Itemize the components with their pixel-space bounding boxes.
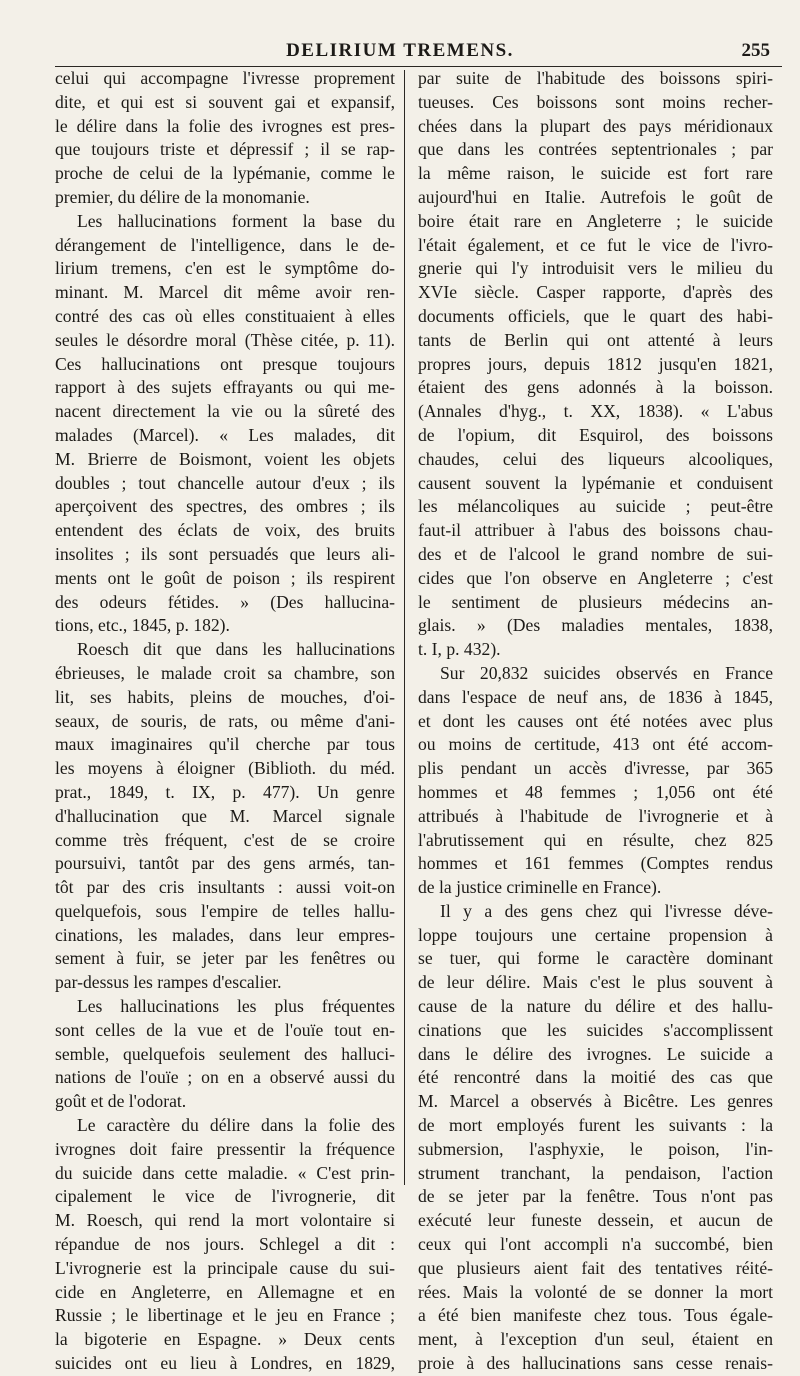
text-line: Il y a des gens chez qui l'ivresse déve- [440,900,773,921]
text-line: de mort employés furent les suivants : la [418,1115,773,1136]
text-line: contré des cas où elles constituaient à elles [55,305,395,326]
text-line: nations de l'ouïe ; on en a observé aussi du [55,1067,395,1088]
text-line: quelquefois, sous l'empire de telles hallu- [55,900,395,921]
text-line: rapport à des sujets effrayants ou qui me- [55,377,395,398]
text-line: proie à des hallucinations sans cesse renais- [418,1353,773,1374]
text-line: le sentiment de plusieurs médecins an- [418,591,773,612]
text-line: cinations, les malades, dans leur empres- [55,924,395,945]
text-line: Roesch dit que dans les hallucinations [77,639,395,660]
text-line: goût et de l'odorat. [55,1091,187,1112]
text-line: proche de celui de la lypémanie, comme le [55,163,395,184]
text-line: dans le délire des ivrognes. Le suicide a [418,1043,773,1064]
text-line: Russie ; le libertinage et le jeu en France ; [55,1305,395,1326]
text-line: lirium tremens, c'en est le symptôme do- [55,258,395,279]
text-line: strument tranchant, la pendaison, l'action [418,1162,773,1183]
text-line: attribués à l'habitude de l'ivrognerie et à [418,805,773,826]
text-line: nacent directement la vie ou la sûreté des [55,401,395,422]
text-line: dans l'espace de neuf ans, de 1836 à 1845, [418,686,773,707]
text-line: par-dessus les rampes d'escalier. [55,972,282,993]
text-line: de l'opium, dit Esquirol, des boissons [418,424,773,445]
column-divider [404,70,405,1185]
text-line: ébrieuses, le malade croit sa chambre, son [55,662,395,683]
text-line: faut-il attribuer à l'abus des boissons chau- [418,520,773,541]
text-line: a été bien manifeste chez tous. Tous égale- [418,1305,773,1326]
text-line: dite, et qui est si souvent gai et expansif, [55,91,395,112]
text-line: boire était rare en Angleterre ; le suicide [418,210,773,231]
text-line: semble, quelquefois seulement des halluci- [55,1043,395,1064]
text-line: rées. Mais la volonté de se donner la mort [418,1281,773,1302]
text-line: de se jeter par la fenêtre. Tous n'ont pas [418,1186,773,1207]
text-line: (Annales d'hyg., t. XX, 1838). « L'abus [418,401,773,422]
text-line: causent souvent la lypémanie et conduisent [418,472,773,493]
text-line: premier, du délire de la monomanie. [55,186,310,207]
text-line: doubles ; tout chancelle autour d'eux ; ils [55,472,395,493]
text-line: Les hallucinations forment la base du [77,210,395,231]
text-line: M. Brierre de Boismont, voient les objets [55,448,395,469]
text-line: celui qui accompagne l'ivresse proprement [55,68,395,88]
text-line: les mélancoliques au suicide ; peut-être [418,496,773,517]
text-line: se tuer, qui forme le caractère dominant [418,948,773,969]
text-line: chées dans la plupart des pays méridionaux [418,115,773,136]
text-line: tions, etc., 1845, p. 182). [55,615,230,636]
text-line: t. I, p. 432). [418,639,501,660]
text-line: par suite de l'habitude des boissons spiri- [418,68,773,88]
text-line: M. Marcel a observés à Bicêtre. Les genres [418,1091,773,1112]
text-line: seules le désordre moral (Thèse citée, p. 11). [55,329,395,350]
text-line: suicides ont eu lieu à Londres, en 1829, [55,1353,395,1374]
text-line: et dont les causes ont été notées avec plus [418,710,773,731]
text-line: tôt par des cris insultants : aussi voit-on [55,877,395,898]
text-line: de leur délire. Mais c'est le plus souvent à [418,972,773,993]
text-line: les moyens à éloigner (Biblioth. du méd. [55,758,395,779]
text-line: sont celles de la vue et de l'ouïe tout en- [55,1019,395,1040]
text-line: répandue de nos jours. Schlegel a dit : [55,1234,395,1255]
text-line: dérangement de l'intelligence, dans le de- [55,234,395,255]
text-line: d'hallucination que M. Marcel signale [55,805,395,826]
text-line: Les hallucinations les plus fréquentes [77,996,395,1017]
text-line: propres jours, depuis 1812 jusqu'en 1821, [418,353,773,374]
text-line: comme très fréquent, c'est de se croire [55,829,395,850]
text-line: chaudes, celui des liqueurs alcooliques, [418,448,773,469]
text-line: ment, à l'exception d'un seul, étaient en [418,1329,773,1350]
page-number: 255 [741,40,770,61]
text-line: été rencontré dans la moitié des cas que [418,1067,773,1088]
text-line: de la justice criminelle en France). [418,877,662,898]
text-line: hommes et 48 femmes ; 1,056 ont été [418,781,773,802]
text-line: la bigoterie en Espagne. » Deux cents [55,1329,395,1350]
text-line: exécuté leur funeste dessein, et aucun de [418,1210,773,1231]
text-line: du suicide dans cette maladie. « C'est prin- [55,1162,395,1183]
text-line: l'était également, et ce fut le vice de l'ivro- [418,234,773,255]
text-line: que dans les contrées septentrionales ; par [418,139,773,160]
text-line: insolites ; ils sont persuadés que leurs ali- [55,543,395,564]
text-line: ceux qui l'ont accompli n'a succombé, bien [418,1234,773,1255]
text-line: M. Roesch, qui rend la mort volontaire si [55,1210,395,1231]
text-line: ou moins de certitude, 413 ont été accom- [418,734,773,755]
text-line: ments ont le goût de poison ; ils respirent [55,567,395,588]
text-line: minant. M. Marcel dit même avoir ren- [55,282,395,303]
text-line: gnerie qui l'y introduisit vers le milieu du [418,258,773,279]
text-line: cinations que les suicides s'accomplissent [418,1019,773,1040]
text-line: malades (Marcel). « Les malades, dit [55,424,395,445]
text-line: que toujours triste et dépressif ; il se rap- [55,139,395,160]
text-line: poursuivi, tantôt par des gens armés, tan- [55,853,395,874]
text-line: cides que l'on observe en Angleterre ; c'est [418,567,773,588]
right-column [418,67,773,1376]
text-line: des odeurs fétides. » (Des hallucina- [55,591,395,612]
text-line: aperçoivent des spectres, des ombres ; ils [55,496,395,517]
text-line: cause de la nature du délire et des hallu- [418,996,773,1017]
running-head [0,40,800,66]
text-line: le délire dans la folie des ivrognes est pres- [55,115,395,136]
text-line: lit, ses habits, pleins de mouches, d'oi- [55,686,395,707]
text-line: cide en Angleterre, en Allemagne et en [55,1281,395,1302]
text-line: Le caractère du délire dans la folie des [77,1115,395,1136]
text-line: tueuses. Ces boissons sont moins recher- [418,91,773,112]
text-line: Sur 20,832 suicides observés en France [440,662,773,683]
text-line: sement à fuir, se jeter par les fenêtres ou [55,948,395,969]
left-column [55,67,395,1376]
text-line: XVIe siècle. Casper rapporte, d'après des [418,282,773,303]
text-line: seaux, de souris, de rats, ou même d'ani- [55,710,395,731]
text-line: submersion, l'asphyxie, le poison, l'in- [418,1138,773,1159]
text-line: documents officiels, que le quart des habi- [418,305,773,326]
text-line: que plusieurs aient fait des tentatives réité- [418,1257,773,1278]
text-line: Ces hallucinations ont presque toujours [55,353,395,374]
text-line: glais. » (Des maladies mentales, 1838, [418,615,773,636]
text-line: aujourd'hui en Italie. Autrefois le goût de [418,186,773,207]
text-line: loppe toujours une certaine propension à [418,924,773,945]
running-title: DELIRIUM TREMENS. [286,40,514,61]
text-line: plis pendant un accès d'ivresse, par 365 [418,758,773,779]
text-line: L'ivrognerie est la principale cause du sui- [55,1257,395,1278]
text-line: étaient des gens adonnés à la boisson. [418,377,773,398]
text-line: prat., 1849, t. IX, p. 477). Un genre [55,781,395,802]
text-line: entendent des éclats de voix, des bruits [55,520,395,541]
text-line: tants de Berlin qui ont attenté à leurs [418,329,773,350]
text-line: maux imaginaires qu'il cherche par tous [55,734,395,755]
text-line: ivrognes doit faire pressentir la fréquence [55,1138,395,1159]
text-line: des et de l'alcool le grand nombre de sui- [418,543,773,564]
text-line: l'abrutissement qui en résulte, chez 825 [418,829,773,850]
text-line: cipalement le vice de l'ivrognerie, dit [55,1186,395,1207]
text-line: la même raison, le suicide est fort rare [418,163,773,184]
text-line: hommes et 161 femmes (Comptes rendus [418,853,773,874]
